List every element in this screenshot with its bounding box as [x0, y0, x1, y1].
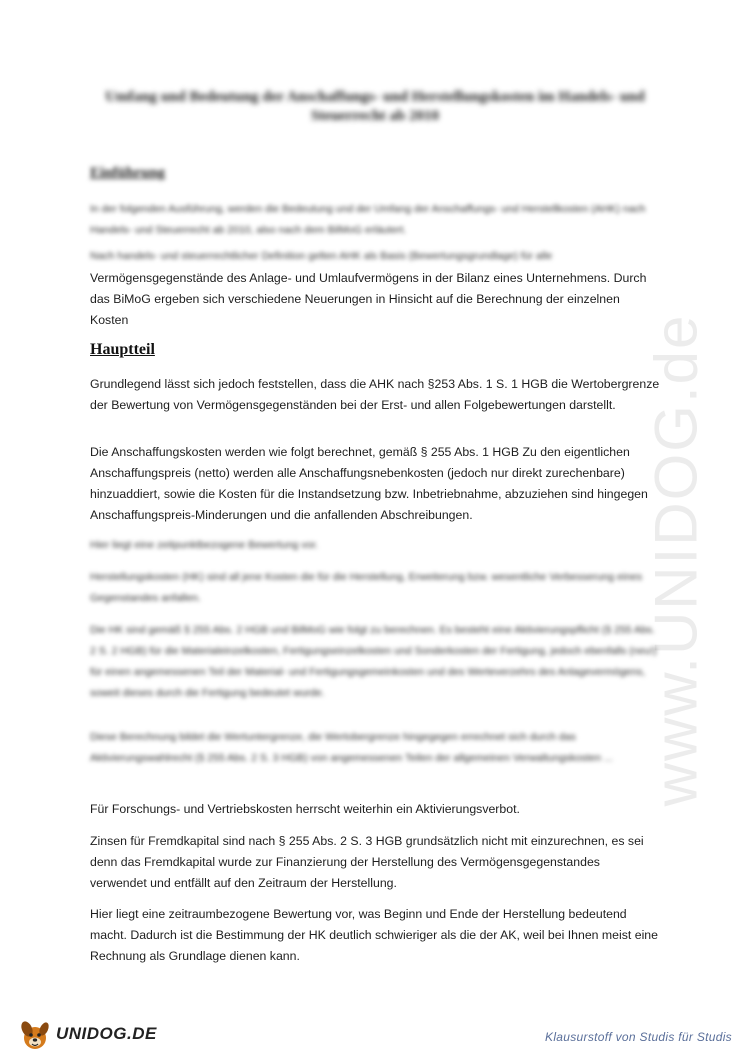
logo-text: UNIDOG.DE — [56, 1024, 157, 1043]
intro-paragraph-1: In der folgenden Ausführung, werden die Bedeutung und der Umfang der Anschaffungs- und Herstellkosten (AHK) nach Handels- und Steuerrecht ab 2010, also nach dem BilMoG erläutert. — [90, 203, 646, 236]
blurred-paragraph-4: Herstellungskosten (HK) sind all jene Kosten die für die Herstellung, Erweiterung bzw. wesentliche Verbesserung eines Gegenstandes anfallen. — [90, 571, 643, 604]
unidog-logo[interactable] — [18, 1014, 157, 1054]
footer-tagline: Klausurstoff von Studis für Studis — [545, 1030, 732, 1044]
main-paragraph-8: Zinsen für Fremdkapital sind nach § 255 Abs. 2 S. 3 HGB grundsätzlich nicht mit einzurechnen, es sei denn das Fremdkapital wurde zur Finanzierung der Herstellung des Vermögensgegenstandes verwendet und entfällt auf den Zeitraum der Herstellung. — [90, 834, 644, 890]
blurred-paragraph-5: Die HK sind gemäß § 255 Abs. 2 HGB und BilMoG wie folgt zu berechnen. Es besteht eine Aktivierungspflicht (§ 255 Abs. 2 S. 2 HGB) für die Materialeinzelkosten, Fertigungseinzelkosten und Sonderkosten der Fertigung, jedoch ebenfalls (neu!) für einen angemessenen Teil der Material- und Fertigungsgemeinkosten und des Werteverzehrs des Anlagevermögens, soweit dieses durch die Fertigung bedeutet wurde. — [90, 624, 657, 699]
main-paragraph-7: Für Forschungs- und Vertriebskosten herrscht weiterhin ein Aktivierungsverbot. — [90, 802, 520, 816]
watermark-text: www.UNIDOG.de — [642, 313, 710, 807]
main-heading: Hauptteil — [90, 341, 155, 358]
intro-paragraph-2: Vermögensgegenstände des Anlage- und Umlaufvermögens in der Bilanz eines Unternehmens. Durch das BiMoG ergeben sich verschiedene Neuerungen in Hinsicht auf die Berechnung der einzelnen Kosten — [90, 271, 647, 327]
blurred-paragraph-3: Hier liegt eine zeitpunktbezogene Bewertung vor. — [90, 539, 319, 551]
document-title: Umfang und Bedeutung der Anschaffungs- und Herstellungskosten im Handels- und Steuerrecht ab 2010 — [105, 89, 645, 124]
main-paragraph-1: Grundlegend lässt sich jedoch feststellen, dass die AHK nach §253 Abs. 1 S. 1 HGB die Wertobergrenze der Bewertung von Vermögensgegenständen bei der Erst- und allen Folgebewertungen darstellt. — [90, 377, 660, 412]
intro-paragraph-2-blurred: Nach handels- und steuerrechtlicher Definition gelten AHK als Basis (Bewertungsgrundlage) für alle — [90, 250, 553, 262]
intro-heading: Einführung — [90, 165, 166, 181]
blurred-paragraph-6: Diese Berechnung bildet die Wertuntergrenze, die Wertobergrenze hingegegen errechnet sich durch das Aktivierungswahlrecht (§ 255 Abs. 2 S. 3 HGB) von angemessenen Teilen der allgemeinen Verwaltungskosten ... — [90, 731, 613, 764]
main-paragraph-9: Hier liegt eine zeitraumbezogene Bewertung vor, was Beginn und Ende der Herstellung bedeutend macht. Dadurch ist die Bestimmung der HK deutlich schwieriger als die der AK, weil bei Ihnen meist eine Rechnung als Grundlage dienen kann. — [90, 907, 658, 963]
main-paragraph-2: Die Anschaffungskosten werden wie folgt berechnet, gemäß § 255 Abs. 1 HGB Zu den eigentlichen Anschaffungspreis (netto) werden alle Anschaffungsnebenkosten (jedoch nur direkt zurechenbare) hinzuaddiert, sowie die Kosten für die Instandsetzung bzw. Inbetriebnahme, abzuziehen sind hingegen Anschaffungspreis-Minderungen und die anfallenden Abschreibungen. — [90, 445, 648, 522]
dog-icon — [18, 1016, 52, 1052]
